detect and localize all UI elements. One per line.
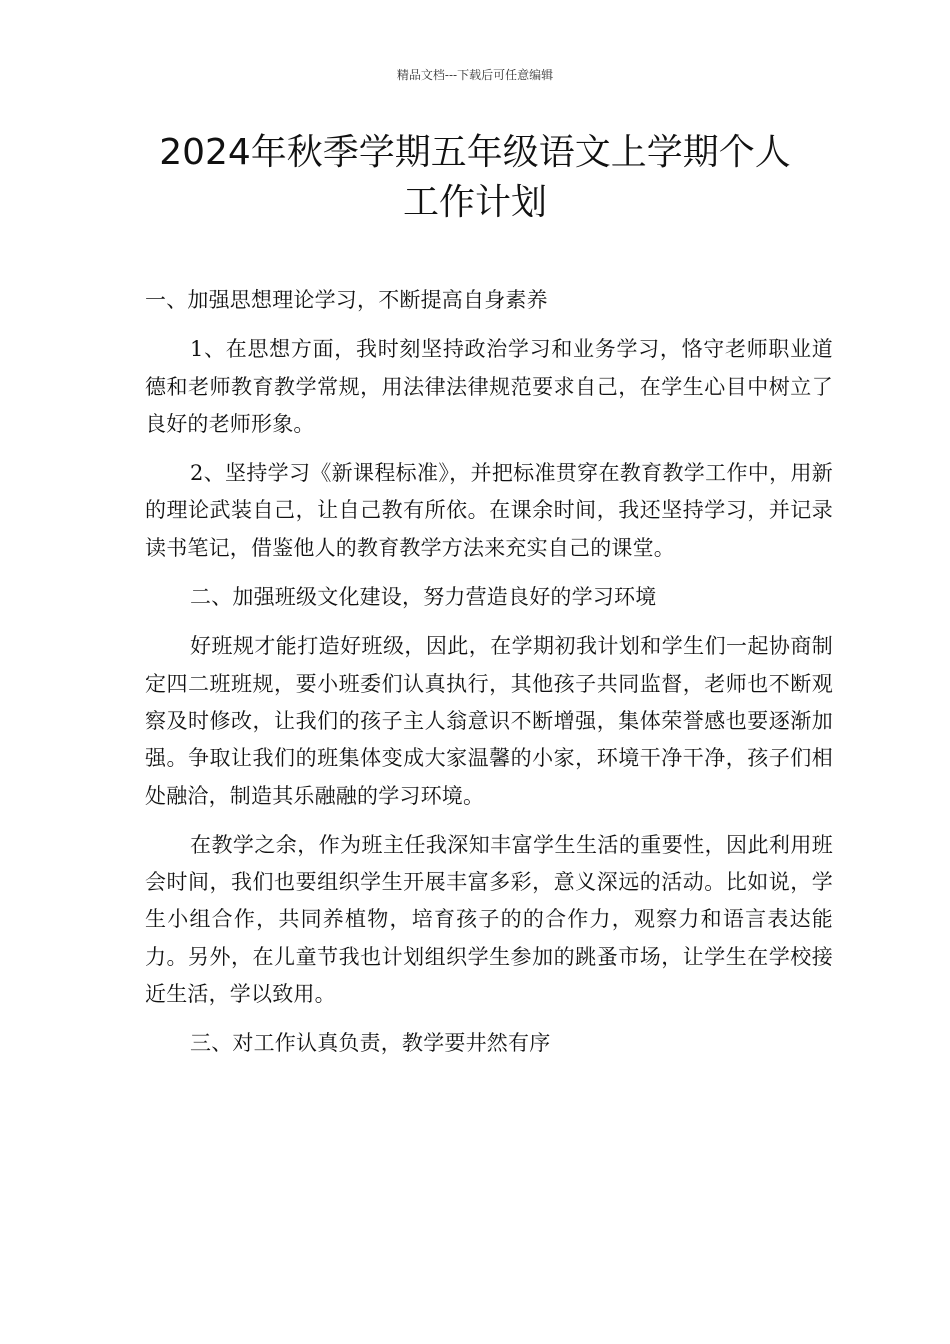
document-body	[145, 282, 833, 1063]
document-title	[0, 128, 950, 228]
section-heading-3: 三、对工作认真负责，教学要井然有序	[190, 1031, 551, 1056]
section-heading-1: 一、加强思想理论学习，不断提高自身素养	[145, 288, 548, 312]
page-header: 精品文档---下载后可任意编辑	[396, 68, 554, 82]
paragraph-4: 在教学之余，作为班主任我深知丰富学生生活的重要性，因此利用班会时间，我们也要组织学生开展丰富多彩，意义深远的活动。比如说，学生小组合作，共同养植物，培育孩子的的合作力，观察力和语言表达能力。另外，在儿童节我也计划组织学生参加的跳蚤市场，让学生在学校接近生活，学以致用。	[145, 832, 833, 1007]
paragraph-1: 1、在思想方面，我时刻坚持政治学习和业务学习，恪守老师职业道德和老师教育教学常规，用法律法律规范要求自己，在学生心目中树立了良好的老师形象。	[145, 337, 833, 436]
paragraph-2: 2、坚持学习《新课程标准》，并把标准贯穿在教育教学工作中，用新的理论武装自己，让自己教有所依。在课余时间，我还坚持学习，并记录读书笔记，借鉴他人的教育教学方法来充实自己的课堂。	[145, 461, 833, 560]
paragraph-3: 好班规才能打造好班级，因此，在学期初我计划和学生们一起协商制定四二班班规，要小班委们认真执行，其他孩子共同监督，老师也不断观察及时修改，让我们的孩子主人翁意识不断增强，集体荣誉感也要逐渐加强。争取让我们的班集体变成大家温馨的小家，环境干净干净，孩子们相处融洽，制造其乐融融的学习环境。	[145, 634, 833, 808]
title-line-1: 2024年秋季学期五年级语文上学期个人	[159, 132, 791, 173]
section-heading-2: 二、加强班级文化建设，努力营造良好的学习环境	[190, 585, 657, 610]
title-line-2: 工作计划	[402, 182, 547, 223]
